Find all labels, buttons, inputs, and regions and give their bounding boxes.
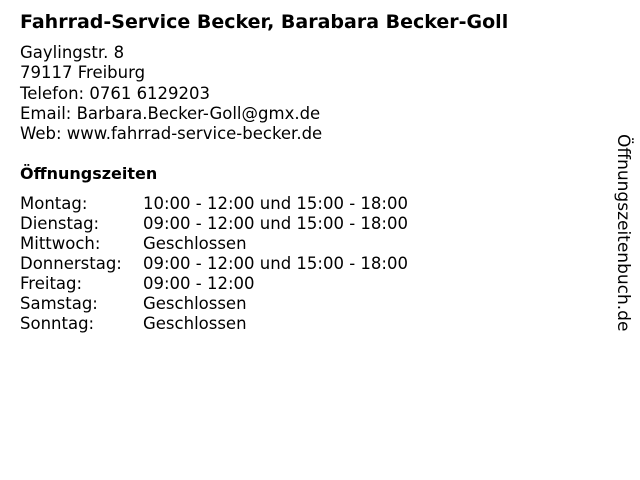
hours-heading: Öffnungszeiten bbox=[20, 164, 158, 183]
day-label: Freitag: bbox=[20, 274, 83, 293]
day-label: Sonntag: bbox=[20, 314, 95, 333]
time-value: Geschlossen bbox=[143, 234, 247, 253]
city-line: 79117 Freiburg bbox=[20, 63, 146, 83]
web-line: Web: www.fahrrad-service-becker.de bbox=[20, 124, 323, 144]
side-brand-label: Öffnungszeitenbuch.de bbox=[613, 134, 633, 332]
day-label: Samstag: bbox=[20, 294, 98, 313]
address-block bbox=[20, 43, 322, 144]
day-label: Donnerstag: bbox=[20, 254, 122, 273]
time-value: 10:00 - 12:00 und 15:00 - 18:00 bbox=[143, 194, 408, 213]
email-line: Email: Barbara.Becker-Goll@gmx.de bbox=[20, 103, 321, 123]
time-value: 09:00 - 12:00 bbox=[143, 274, 255, 293]
time-value: 09:00 - 12:00 und 15:00 - 18:00 bbox=[143, 214, 408, 233]
phone-line: Telefon: 0761 6129203 bbox=[20, 83, 211, 103]
time-value: Geschlossen bbox=[143, 294, 247, 313]
day-label: Mittwoch: bbox=[20, 234, 101, 253]
street-line: Gaylingstr. 8 bbox=[20, 43, 125, 62]
day-label: Dienstag: bbox=[20, 214, 100, 233]
business-title: Fahrrad-Service Becker, Barabara Becker-Goll bbox=[20, 11, 509, 33]
time-value: 09:00 - 12:00 und 15:00 - 18:00 bbox=[143, 254, 408, 273]
day-label: Montag: bbox=[20, 194, 88, 213]
time-value: Geschlossen bbox=[143, 314, 247, 333]
